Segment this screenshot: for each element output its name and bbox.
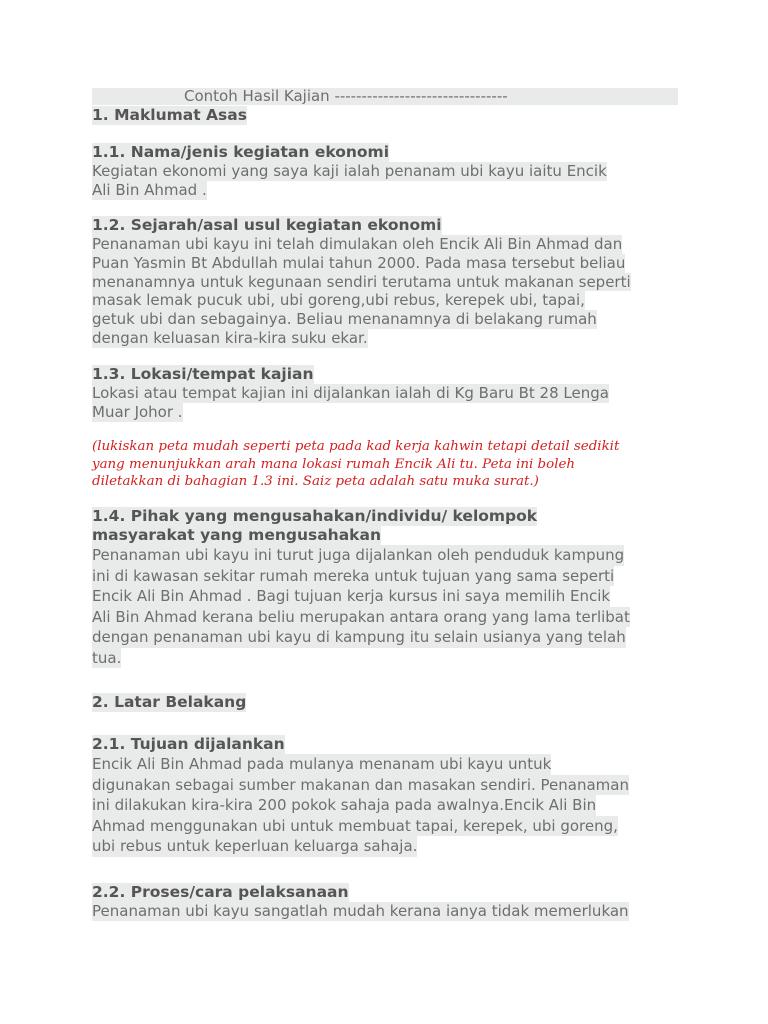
paragraph-line: getuk ubi dan sebagainya. Beliau menanamnya di belakang rumah [92,310,597,329]
section-heading: 2. Latar Belakang [92,693,247,711]
paragraph-line: Ahmad menggunakan ubi untuk membuat tapai, kerepek, ubi goreng, [92,816,618,835]
paragraph-line: ini di kawasan sekitar rumah mereka untuk tujuan yang sama seperti [92,566,615,585]
section-heading: 1.2. Sejarah/asal usul kegiatan ekonomi [92,216,442,234]
paragraph-line: Ali Bin Ahmad kerana beliu merupakan antara orang yang lama terlibat [92,607,630,626]
paragraph-line: Kegiatan ekonomi yang saya kaji ialah penanam ubi kayu iaitu Encik [92,162,607,180]
paragraph-line: Penanaman ubi kayu sangatlah mudah kerana ianya tidak memerlukan [92,902,629,920]
section-1-4 [92,507,678,668]
paragraph-line: Ali Bin Ahmad . [92,180,207,199]
section-heading: 2.2. Proses/cara pelaksanaan [92,883,349,901]
note-line: diletakkan di bahagian 1.3 ini. Saiz peta adalah satu muka surat.) [92,474,539,489]
paragraph-line: Penanaman ubi kayu ini telah dimulakan oleh Encik Ali Bin Ahmad dan [92,235,623,253]
paragraph-line: Encik Ali Bin Ahmad . Bagi tujuan kerja kursus ini saya memilih Encik [92,587,611,605]
paragraph-line: menanamnya untuk kegunaan sendiri terutama untuk makanan seperti [92,272,631,291]
paragraph-line: Puan Yasmin Bt Abdullah mulai tahun 2000. Pada masa tersebut beliau [92,253,626,272]
section-1-1 [92,143,678,200]
section-1-2 [92,216,678,348]
paragraph-line: ubi rebus untuk keperluan keluarga sahaja. [92,837,418,855]
document-title-bar [92,88,678,105]
section-heading: masyarakat yang mengusahakan [92,526,381,544]
paragraph-line: masak lemak pucuk ubi, ubi goreng,ubi rebus, kerepek ubi, tapai, [92,291,585,310]
paragraph-line: dengan penanaman ubi kayu di kampung itu selain usianya yang telah [92,628,626,646]
paragraph-line: Penanaman ubi kayu ini turut juga dijalankan oleh penduduk kampung [92,546,625,564]
paragraph-line: Lokasi atau tempat kajian ini dijalankan ialah di Kg Baru Bt 28 Lenga [92,384,609,402]
note-line: yang menunjukkan arah mana lokasi rumah Encik Ali tu. Peta ini boleh [92,456,576,472]
section-heading: 2.1. Tujuan dijalankan [92,735,285,753]
paragraph-line: Encik Ali Bin Ahmad pada mulanya menanam ubi kayu untuk [92,755,552,773]
map-instruction-note [92,438,678,491]
section-2-heading-block [92,693,678,712]
paragraph-line: Muar Johor . [92,402,183,421]
section-1-3 [92,365,678,422]
note-line: (lukiskan peta mudah seperti peta pada kad kerja kahwin tetapi detail sedikit [92,439,620,454]
section-2-2 [92,883,678,921]
section-2-1 [92,735,678,857]
paragraph-line: tua. [92,648,122,667]
section-heading: 1.1. Nama/jenis kegiatan ekonomi [92,143,390,161]
paragraph-line: dengan keluasan kira-kira suku ekar. [92,328,368,347]
section-heading: 1.3. Lokasi/tempat kajian [92,365,314,383]
paragraph-line: ini dilakukan kira-kira 200 pokok sahaja pada awalnya.Encik Ali Bin [92,796,597,814]
section-heading: 1. Maklumat Asas [92,106,247,124]
paragraph-line: digunakan sebagai sumber makanan dan masakan sendiri. Penanaman [92,775,629,794]
section-heading: 1.4. Pihak yang mengusahakan/individu/ kelompok [92,507,538,525]
document-title: Contoh Hasil Kajian -------------------------------- [184,87,508,105]
section-1-heading-block [92,106,678,125]
